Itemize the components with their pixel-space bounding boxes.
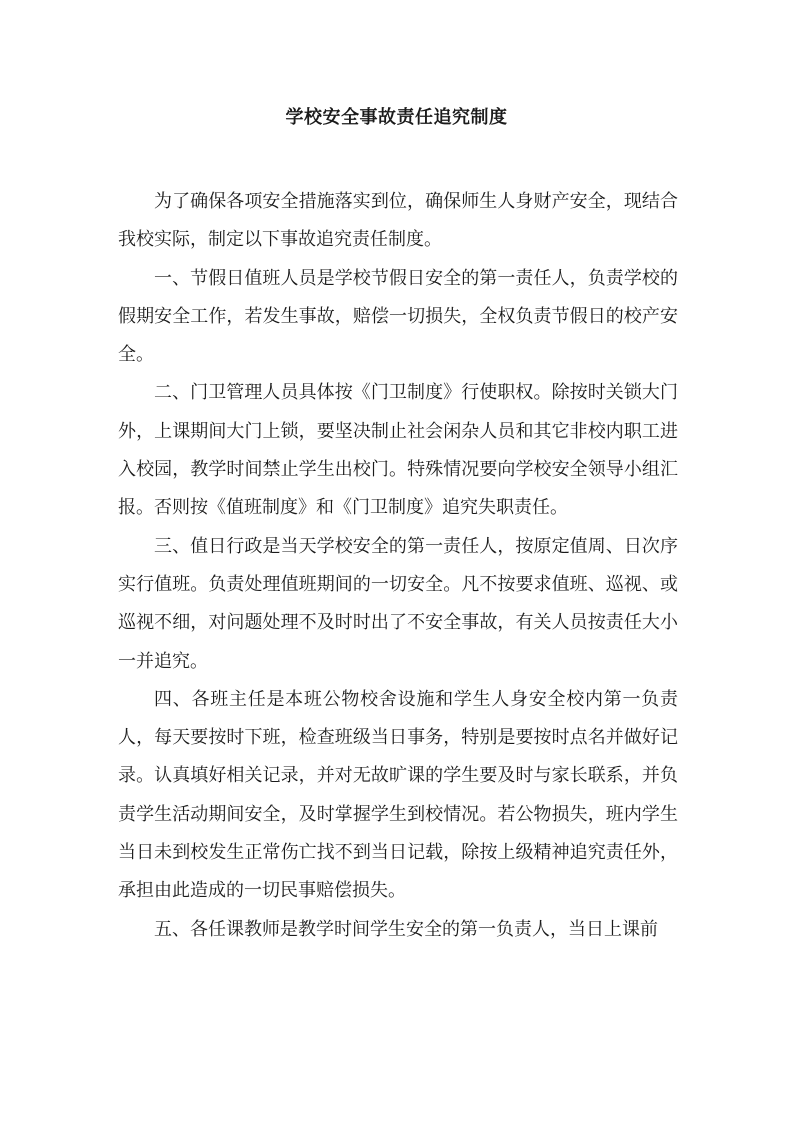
paragraph-gatekeeper: 二、门卫管理人员具体按《门卫制度》行使职权。除按时关锁大门外，上课期间大门上锁，要坚决制止社会闲杂人员和其它非校内职工进入校园，教学时间禁止学生出校门。特殊情况要向学校安全领导小组汇报。否则按《值班制度》和《门卫制度》追究失职责任。 — [118, 382, 678, 519]
paragraph-subject-teacher: 五、各任课教师是教学时间学生安全的第一负责人，当日上课前 — [154, 918, 658, 940]
paragraph-class-teacher: 四、各班主任是本班公物校舍设施和学生人身安全校内第一负责人，每天要按时下班，检查班级当日事务，特别是要按时点名并做好记录。认真填好相关记录，并对无故旷课的学生要及时与家长联系，并负责学生活动期间安全，及时掌握学生到校情况。若公物损失，班内学生当日未到校发生正常伤亡找不到当日记载，除按上级精神追究责任外，承担由此造成的一切民事赔偿损失。 — [118, 688, 678, 902]
paragraph-daily-admin: 三、值日行政是当天学校安全的第一责任人，按原定值周、日次序实行值班。负责处理值班期间的一切安全。凡不按要求值班、巡视、或巡视不细，对问题处理不及时时出了不安全事故，有关人员按责任大小一并追究。 — [118, 535, 678, 672]
document-body — [118, 183, 678, 949]
paragraph-holiday-duty: 一、节假日值班人员是学校节假日安全的第一责任人，负责学校的假期安全工作，若发生事故，赔偿一切损失，全权负责节假日的校产安全。 — [118, 267, 678, 366]
document-title: 学校安全事故责任追究制度 — [285, 107, 508, 128]
paragraph-intro: 为了确保各项安全措施落实到位，确保师生人身财产安全，现结合我校实际，制定以下事故追究责任制度。 — [118, 191, 678, 251]
